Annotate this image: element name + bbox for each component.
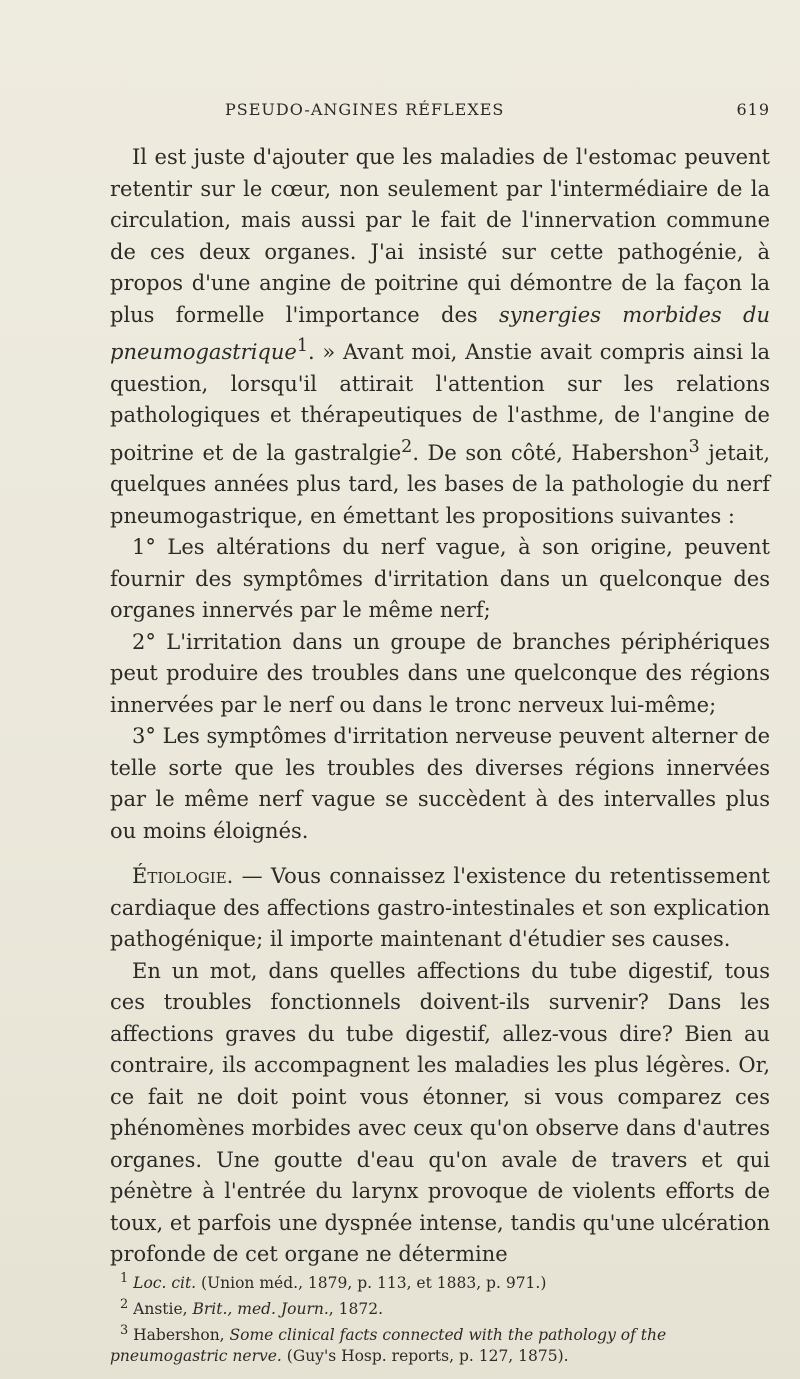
- intro-text-d: jetait, quelques années plus tard, les bases de la pathologie du nerf pneumogastrique, en émettant les propositions suivantes :: [110, 440, 770, 528]
- footnote-2-author: Anstie,: [133, 1300, 193, 1319]
- intro-text-b: . » Avant moi, Anstie avait compris ainsi la question, lorsqu'il attirait l'attention sur les relations pathologiques et thérapeutiques de l'asthme, de l'angine de poitrine et de la gastralgie: [110, 340, 770, 465]
- footnote-1-text: (Union méd., 1879, p. 113, et 1883, p. 971.): [196, 1274, 547, 1293]
- footnote-3-title: Some clinical facts connected with the pathology of the pneumogastric nerve.: [110, 1326, 667, 1366]
- proposition-3: 3° Les symptômes d'irritation nerveuse peuvent alterner de telle sorte que les troubles des diverses régions innervées par le même nerf vague se succèdent à des intervalles plus ou moins éloignés.: [110, 724, 770, 843]
- intro-text-a: Il est juste d'ajouter que les maladies de l'estomac peuvent retentir sur le cœur, non seulement par l'intermédiaire de la circulation, mais aussi par le fait de l'innervation commune de ces deux organes. J'ai insisté sur cette pathogénie, à propos d'une angine de poitrine qui démontre de la façon la plus formelle l'importance des: [110, 145, 770, 327]
- etiologie-text: — Vous connaissez l'existence du retentissement cardiaque des affections gastro-intestinales et son explication pathogénique; il importe maintenant d'étudier ses causes.: [110, 864, 770, 951]
- intro-emphasis: synergies morbides du pneumogastrique: [110, 302, 770, 364]
- proposition-2: 2° L'irritation dans un groupe de branches périphériques peut produire des troubles dans une quelconque des régions innervées par le nerf ou dans le tronc nerveux lui-même;: [110, 629, 770, 717]
- footnote-ref-2: 2: [401, 436, 413, 457]
- page-header: [225, 100, 770, 130]
- paragraph-etiologie: [110, 861, 770, 956]
- footnote-2-journal: Brit., med. Journ.: [192, 1300, 329, 1319]
- running-title: PSEUDO-ANGINES RÉFLEXES: [225, 100, 505, 119]
- etiologie-heading: Étiologie.: [132, 864, 234, 888]
- page-number: 619: [736, 100, 770, 119]
- proposition-1: 1° Les altérations du nerf vague, à son origine, peuvent fournir des symptômes d'irritation dans un quelconque des organes innervés par le même nerf;: [110, 535, 770, 622]
- intro-text-c: . De son côté, Habershon: [412, 440, 689, 465]
- body-text: [110, 142, 770, 1271]
- paragraph-last: En un mot, dans quelles affections du tube digestif, tous ces troubles fonctionnels doivent-ils survenir? Dans les affections graves du tube digestif, allez-vous dire? Bien au contraire, ils accompagnent les maladies les plus légères. Or, ce fait ne doit point vous étonner, si vous comparez ces phénomènes morbides avec ceux qu'on observe dans d'autres organes. Une goutte d'eau qu'on avale de travers et qui pénètre à l'entrée du larynx provoque de violents efforts de toux, et parfois une dyspnée intense, tandis qu'une ulcération profonde de cet organe ne détermine: [110, 958, 770, 1266]
- footnote-2-year: , 1872.: [328, 1300, 383, 1319]
- footnote-3-source: (Guy's Hosp. reports, p. 127, 1875).: [281, 1347, 569, 1366]
- footnote-2: [110, 1294, 770, 1320]
- footnotes: [110, 1268, 770, 1367]
- footnote-3-author: Habershon,: [133, 1326, 230, 1345]
- footnote-1: [110, 1268, 770, 1294]
- footnote-1-mark: 1: [120, 1271, 129, 1286]
- footnote-3-mark: 3: [120, 1323, 129, 1339]
- footnote-ref-3: 3: [688, 436, 700, 457]
- footnote-2-mark: 2: [120, 1297, 129, 1313]
- footnote-ref-1: 1: [296, 336, 308, 356]
- paragraph-intro: [110, 142, 770, 532]
- footnote-1-title: Loc. cit.: [133, 1274, 197, 1293]
- footnote-3: [110, 1320, 770, 1367]
